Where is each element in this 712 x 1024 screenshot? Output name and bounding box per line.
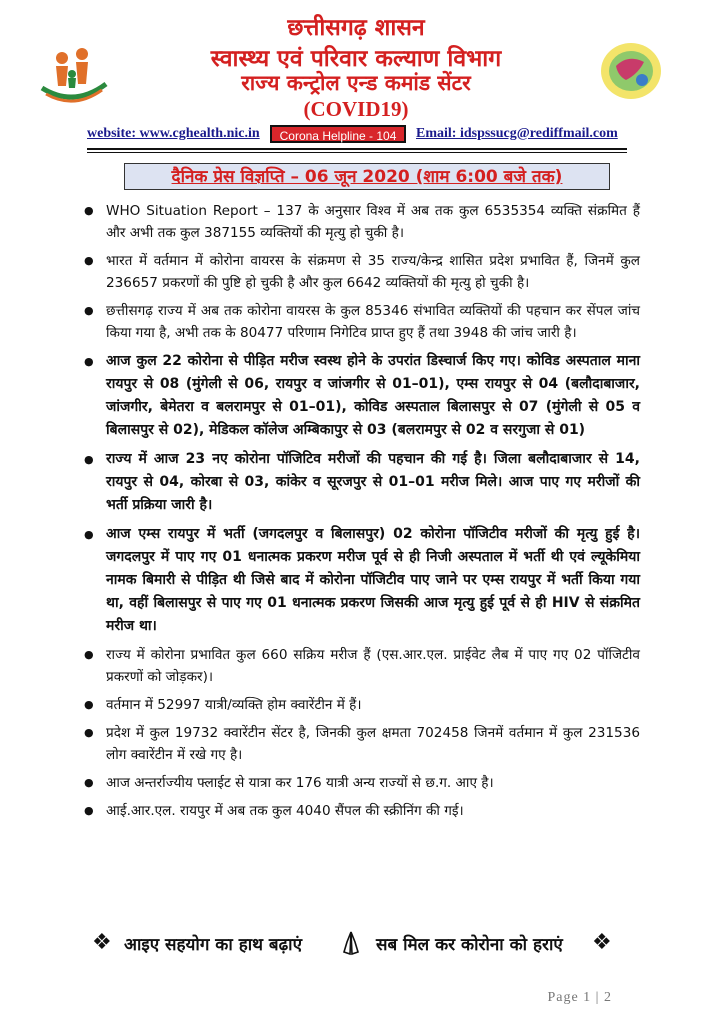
bullet-icon: ● xyxy=(84,804,94,817)
letterhead xyxy=(0,0,712,120)
press-release-title: दैनिक प्रेस विज्ञप्ति – 06 जून 2020 (शाम 6:00 बजे तक) xyxy=(124,163,610,190)
slogan-right: सब मिल कर कोरोना को हराएं xyxy=(376,935,563,955)
list-item: ● राज्य में आज 23 नए कोरोना पॉजिटिव मरीजों की पहचान की गई है। जिला बलौदाबाजार से 14, रायपुर से 04, कोरबा से 03, कांकेर व सूरजपुर से 01–01 मरीज मिले। आज पाए गए मरीजों की भर्ती प्रक्रिया जारी है। xyxy=(84,451,640,513)
bullet-icon: ● xyxy=(84,528,94,541)
list-item: ● राज्य में कोरोना प्रभावित कुल 660 सक्रिय मरीज हैं (एस.आर.एल. प्राईवेट लैब में पाए गए 02 पॉजिटीव प्रकरणों को जोड़कर)। xyxy=(84,647,640,685)
header-line-2: स्वास्थ्य एवं परिवार कल्याण विभाग xyxy=(210,46,502,72)
footer-slogan xyxy=(0,930,712,960)
contact-row xyxy=(0,124,712,146)
header-divider xyxy=(87,148,627,150)
bullet-icon: ● xyxy=(84,698,94,711)
diamond-icon: ❖ xyxy=(92,930,112,955)
bullet-icon: ● xyxy=(84,453,94,466)
website-link[interactable]: website: www.cghealth.nic.in xyxy=(87,126,260,141)
bullet-list xyxy=(80,200,640,828)
header-line-4: (COVID19) xyxy=(303,97,409,121)
bullet-icon: ● xyxy=(84,776,94,789)
list-item: ● आज एम्स रायपुर में भर्ती (जगदलपुर व बिलासपुर) 02 कोरोना पॉजिटीव मरीजों की मृत्यु हुई है। जगदलपुर में पाए गए 01 धनात्मक प्रकरण मरीज पूर्व से ही निजी अस्पताल में भर्ती थी एवं ल्यूकेमिया नामक बिमारी से पीड़ित थी जिसे बाद में कोरोना पॉजिटीव पाए जाने पर एम्स रायपुर में भर्ती किया गया था, वहीं बिलासपुर से पाए गए 01 धनात्मक प्रकरण जिसकी आज मृत्यु हुई पूर्व से ही HIV से संक्रमित मरीज था। xyxy=(84,526,640,634)
list-item: ● आई.आर.एल. रायपुर में अब तक कुल 4040 सैंपल की स्क्रीनिंग की गई। xyxy=(84,803,464,819)
bullet-icon: ● xyxy=(84,355,94,368)
helpline-badge: Corona Helpline - 104 xyxy=(270,125,406,143)
diamond-icon: ❖ xyxy=(592,930,612,955)
bullet-icon: ● xyxy=(84,204,94,217)
folded-hands-icon xyxy=(338,930,364,960)
header-line-1: छत्तीसगढ़ शासन xyxy=(287,15,425,41)
page-number: Page 1 | 2 xyxy=(547,990,612,1005)
list-item: ● आज कुल 22 कोरोना से पीड़ित मरीज स्वस्थ होने के उपरांत डिस्चार्ज किए गए। कोविड अस्पताल माना रायपुर से 08 (मुंगेली से 06, रायपुर व जांजगीर से 01–01), एम्स रायपुर से 04 (बलौदाबाजार, जांजगीर, बेमेतरा व बलरामपुर से 01–01), कोविड अस्पताल बिलासपुर से 07 (मुंगेली से 05 व बिलासपुर से 02), मेडिकल कॉलेज अम्बिकापुर से 03 (बलरामपुर से 02 व सरगुजा से 01) xyxy=(84,353,640,438)
slogan-left: आइए सहयोग का हाथ बढ़ाएं xyxy=(124,935,302,955)
list-item: ● छत्तीसगढ़ राज्य में अब तक कोरोना वायरस के कुल 85346 संभावित व्यक्तियों की पहचान कर सेंपल जांच किया गया है, अभी तक के 80477 परिणाम निगेटिव प्राप्त हुए हैं तथा 3948 की जांच जारी है। xyxy=(84,303,640,341)
bullet-icon: ● xyxy=(84,304,94,317)
list-item: ● आज अन्तर्राज्यीय फ्लाईट से यात्रा कर 176 यात्री अन्य राज्यों से छ.ग. आए है। xyxy=(84,775,494,791)
header-line-3: राज्य कन्ट्रोल एन्ड कमांड सेंटर xyxy=(241,71,471,95)
email-link[interactable]: Email: idspssucg@rediffmail.com xyxy=(416,126,618,141)
list-item: ● WHO Situation Report – 137 के अनुसार विश्व में अब तक कुल 6535354 व्यक्ति संक्रमित हैं और अभी तक कुल 387155 व्यक्तियों की मृत्यु हो चुकी है। xyxy=(84,203,640,241)
list-item: ● भारत में वर्तमान में कोरोना वायरस के संक्रमण से 35 राज्य/केन्द्र शासित प्रदेश प्रभावित हैं, जिनमें कुल 236657 प्रकरणों की पुष्टि हो चुकी है और कुल 6642 व्यक्तियों की मृत्यु हो चुकी है। xyxy=(84,253,640,291)
list-item: ● प्रदेश में कुल 19732 क्वारेंटीन सेंटर है, जिनकी कुल क्षमता 702458 जिनमें वर्तमान में कुल 231536 लोग क्वारेंटीन में रखे गए है। xyxy=(84,725,640,763)
header-divider-thin xyxy=(87,152,627,153)
idsp-logo-icon xyxy=(598,40,664,102)
bullet-icon: ● xyxy=(84,254,94,267)
list-item: ● वर्तमान में 52997 यात्री/व्यक्ति होम क्वारेंटीन में हैं। xyxy=(84,697,362,713)
bullet-icon: ● xyxy=(84,648,94,661)
bullet-icon: ● xyxy=(84,726,94,739)
